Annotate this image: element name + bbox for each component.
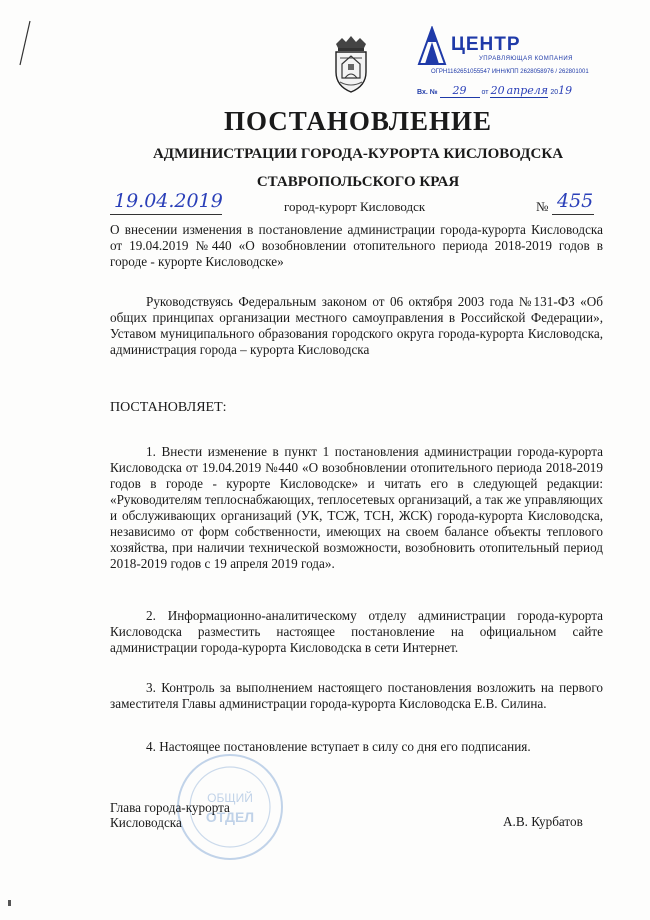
coat-of-arms-icon	[330, 34, 372, 94]
stamp-in-day: 20	[490, 84, 505, 97]
document-city: город-курорт Кисловодск	[284, 199, 426, 214]
decree-word: ПОСТАНОВЛЯЕТ:	[110, 400, 227, 415]
stamp-from-label: от	[481, 89, 489, 96]
stamp-brand: ЦЕНТР	[451, 34, 521, 55]
signatory-title	[110, 800, 310, 830]
decree-item-2: 2. Информационно-аналитическому отделу администрации города-курорта Кисловодска разместить настоящее постановление на официальном сайте администрации города-курорта Кисловодска в сети Интернет.	[110, 608, 603, 655]
stamp-in-month: апреля	[506, 84, 549, 97]
stamp-in-year: 19	[558, 84, 573, 97]
seal-text-top: ОБЩИЙ	[207, 791, 253, 805]
document-preamble: Руководствуясь Федеральным законом от 06 октября 2003 года №131-ФЗ «Об общих принципах организации местного самоуправления в Российской Федерации», Уставом муниципального образования городского округа города-курорта Кисловодска, администрация города – курорта Кисловодска	[110, 294, 603, 357]
signatory-name: А.В. Курбатов	[503, 814, 583, 829]
document-subject: О внесении изменения в постановление администрации города-курорта Кисловодска от 19.04.2019 №440 «О возобновлении отопительного периода 2018-2019 годов в городе - курорте Кисловодске»	[110, 222, 603, 269]
organization-line-2: СТАВРОПОЛЬСКОГО КРАЯ	[256, 174, 460, 190]
decree-item-4: 4. Настоящее постановление вступает в силу со дня его подписания.	[146, 739, 531, 754]
stamp-in-label: Вх. №	[417, 89, 438, 96]
stamp-in-number: 29	[452, 84, 467, 97]
document-number: 455	[557, 190, 594, 212]
page-mark	[8, 900, 11, 906]
signatory-title-line-1: Глава города-курорта	[110, 800, 230, 815]
date-underline	[110, 214, 222, 215]
stamp-subtitle: УПРАВЛЯЮЩАЯ КОМПАНИЯ	[479, 56, 574, 62]
pen-mark	[18, 20, 32, 66]
organization-line-1: АДМИНИСТРАЦИИ ГОРОДА-КУРОРТА КИСЛОВОДСКА	[152, 146, 564, 162]
incoming-stamp	[407, 22, 603, 108]
stamp-incoming-line	[417, 84, 572, 98]
number-sign: №	[536, 199, 549, 214]
document-date: 19.04.2019	[114, 190, 223, 212]
stamp-year-prefix: 20	[550, 89, 559, 96]
stamp-ids: ОГРН1162651055547 ИНН/КПП 2628058976 / 262801001	[431, 69, 589, 75]
signatory-title-line-2: Кисловодска	[110, 815, 182, 830]
decree-item-3: 3. Контроль за выполнением настоящего постановления возложить на первого заместителя Главы администрации города-курорта Кисловодска Е.В. Силина.	[110, 680, 603, 711]
number-underline	[552, 214, 594, 215]
decree-item-1: 1. Внести изменение в пункт 1 постановления администрации города-курорта Кисловодска от 19.04.2019 №440 «О возобновлении отопительного периода 2018-2019 годов в городе - курорте Кисловодске» и читать его в следующей редакции: «Руководителям теплоснабжающих, теплосетевых организаций, а так же управляющих и обслуживающих организаций (УК, ТСЖ, ТСН, ЖСК) города-курорта Кисловодска, независимо от форм собственности, имеющих на своем балансе объекты теплового хозяйства, при наличии технической возможности, возобновить отопительный период 2018-2019 годов с 19 апреля 2019 года».	[110, 444, 603, 571]
company-logo-icon	[415, 26, 449, 66]
document-heading: ПОСТАНОВЛЕНИЕ	[223, 106, 493, 136]
seal-text-bottom: ОТДЕЛ	[205, 809, 255, 825]
